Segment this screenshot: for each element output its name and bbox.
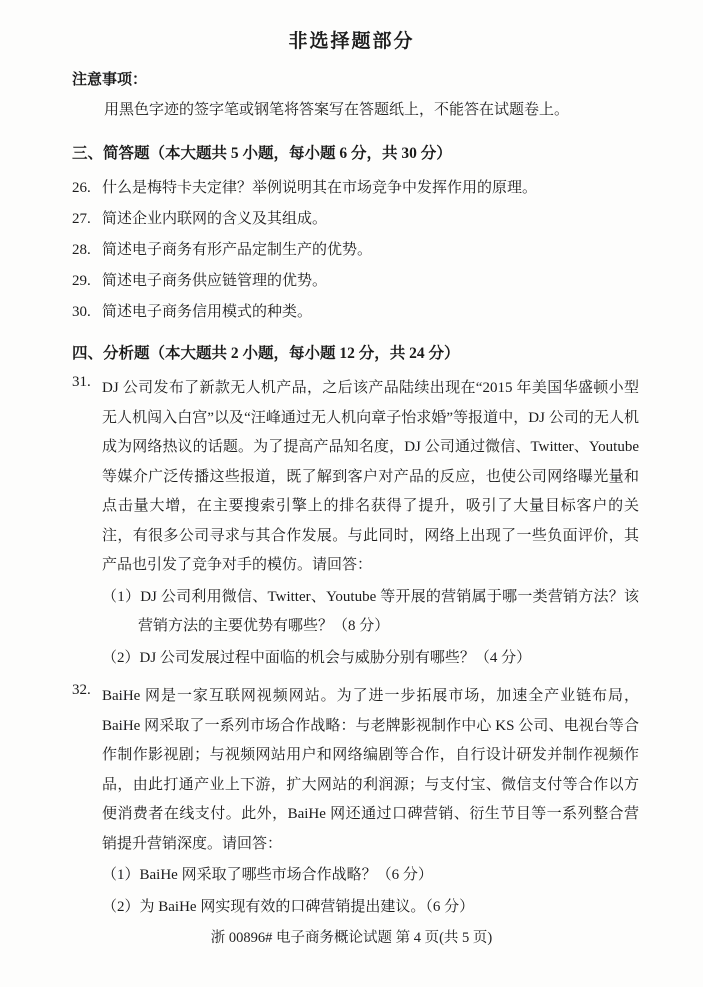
question-text: DJ 公司发布了新款无人机产品，之后该产品陆续出现在“2015 年美国华盛顿小型无人机闯入白宫”以及“汪峰通过无人机向章子怡求婚”等报道中，DJ 公司的无人机成为网络热议的话题。为了提高产品知名度，DJ 公司通过微信、Twitter、Youtube 等媒介广泛传播这些报道，既了解到客户对产品的反应，也使公司网络曝光量和点击量大增，在主要搜索引擎上的排名获得了提升，吸引了大量目标客户的关注，有很多公司寻求与其合作发展。与此同时，网络上出现了一些负面评价，其产品也引发了竞争对手的模仿。请回答： [102, 380, 639, 573]
question-number: 32. [72, 682, 91, 698]
section-heading-analysis: 四、分析题（本大题共 2 小题，每小题 12 分，共 24 分） [72, 345, 460, 362]
question-text: 简述企业内联网的含义及其组成。 [102, 211, 328, 227]
question-31-sub-1: （1）DJ 公司利用微信、Twitter、Youtube 等开展的营销属于哪一类营销方法？该营销方法的主要优势有哪些？（8 分） [102, 588, 639, 634]
question-number: 27. [72, 211, 91, 227]
question-30 [72, 301, 639, 323]
question-29 [72, 270, 639, 292]
question-number: 30. [72, 304, 91, 320]
question-text: 简述电子商务供应链管理的优势。 [102, 273, 328, 289]
question-31 [72, 374, 639, 581]
question-28 [72, 239, 639, 261]
page-footer: 浙 00896# 电子商务概论试题 第 4 页(共 5 页) [210, 930, 493, 946]
question-number: 26. [72, 180, 91, 196]
section-heading-short-answer: 三、简答题（本大题共 5 小题，每小题 6 分，共 30 分） [72, 145, 452, 162]
question-number: 31. [72, 374, 91, 390]
notice-heading: 注意事项： [72, 72, 148, 88]
question-27 [72, 208, 639, 230]
question-text: 什么是梅特卡夫定律？举例说明其在市场竞争中发挥作用的原理。 [102, 180, 538, 196]
question-31-sub-2: （2）DJ 公司发展过程中面临的机会与威胁分别有哪些？（4 分） [102, 649, 532, 666]
page-content [72, 69, 639, 922]
question-text: BaiHe 网是一家互联网视频网站。为了进一步拓展市场，加速全产业链布局，BaiHe 网采取了一系列市场合作战略：与老牌影视制作中心 KS 公司、电视台等合作制作影视剧；与视频网站用户和网络编剧等合作，自行设计研发并制作视频作品，由此打通产业上下游，扩大网站的利润源；与支付宝、微信支付等合作以方便消费者在线支付。此外，BaiHe 网还通过口碑营销、衍生节目等一系列整合营销提升营销深度。请回答： [102, 688, 639, 852]
question-32-sub-2: （2）为 BaiHe 网实现有效的口碑营销提出建议。（6 分） [102, 898, 475, 915]
question-text: 简述电子商务信用模式的种类。 [102, 304, 313, 320]
question-26 [72, 177, 639, 199]
question-number: 28. [72, 242, 91, 258]
question-32 [72, 682, 639, 859]
question-text: 简述电子商务有形产品定制生产的优势。 [102, 242, 373, 258]
question-32-sub-1: （1）BaiHe 网采取了哪些市场合作战略？（6 分） [102, 867, 433, 883]
notice-body: 用黑色字迹的签字笔或钢笔将答案写在答题纸上，不能答在试题卷上。 [104, 102, 570, 118]
page-title: 非选择题部分 [288, 31, 415, 52]
question-number: 29. [72, 273, 91, 289]
